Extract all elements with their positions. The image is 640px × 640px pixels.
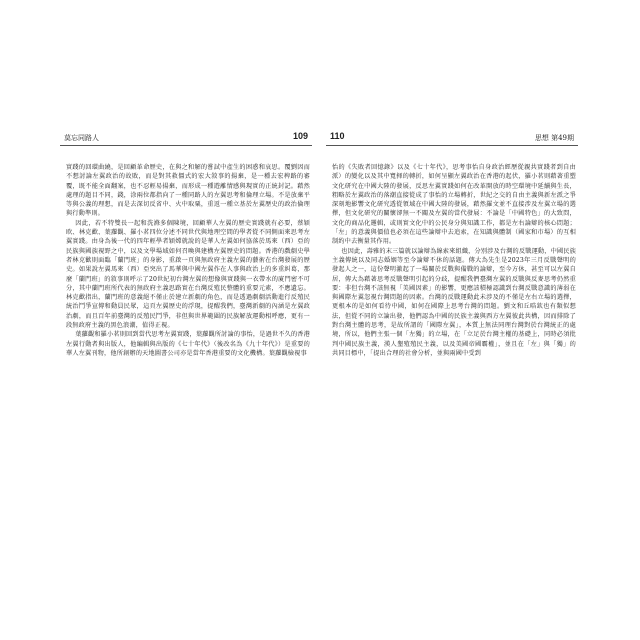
left-paragraph-2: 因此，若不特雙長一起和洗滌多個陳境，回顧華人左翼的歷史實踐就有必要，蔡穎欧、林克歡、葉蘿觀、羅小茗四位分述不同世代與地理空間的學者從不同側面來思考左翼實踐。由身為後一代的四年輕學者穎嫦就說的是華人左翼如何協落於馬來（西）亞的民族與國族視野之中，以及文學場域如何召喚與建構左翼歷史的問題。香港的戲劇史學者林克歡則面臨「蘭門班」的身影，重啟一頁與無政府主義左翼的藝術在台灣發展的歷史。如果說左翼馬來（西）亞突出了馬華與中國左翼作在人事與政治上的多重糾葛，那麼「蘭門班」的敘事則呼示了20世紀初台灣左翼的想像與實踐與一衣帶水的廈門密不可分，其中蘭門班所代表的無政府主義思路實在台灣反殖民整體的重要元素，不應遺忘。林克歡指出，蘭門班的意義絕不僅止於建立新劇的角色，而是透過劇劇活動進行反殖民統治鬥爭宣傳和動員民眾，這頁左翼歷史的浮現，提醒我們，臺灣新劇的內涵是左翼政治劇，而且百年前臺灣的反殖民鬥爭，非但與世界範圍的民族解放運動相呼應，更有一段無政府主義的黑色浪潮，值得正視。 bbox=[66, 219, 310, 330]
left-running-head bbox=[60, 133, 312, 149]
left-page-number: 109 bbox=[292, 131, 308, 141]
right-paragraph-2: 也因此，壽雅的末三篇就以論辯為線索來組織，分別涉及台灣的反戰運動，中國民族主義傳統以及同志婚姻等至今論辯不休的話題。傳大為先生是2023年三月反戰聲明的發起人之一，這份聲明激起了一場關於反戰與備戰的論辯，至今方休，甚至可以左翼自居，傳大為藉著思考反戰聲明引起的分歧，提醒我們臺灣左翼的反戰與反麥思考仍然重要：非但台灣不該無視「美國因素」的影響，更應該積極認識到台灣反戰意識的薄弱在與國際左翼忽視台灣問題的因素。台灣的反戰運動此未涉及的不僅是左右立場的選擇，更根本的是如何看待中國，如何在國際上思考台灣的問題。劉文和丘晧欽也有類似想法，但從不同的立論出發，他們認為中國的民族主義與西方左翼彼此共構，因而排除了對台灣主體的思考，是故所謂的「國際左翼」，本質上無法同理台灣對於台灣統正的處境，所以，他們主張一個「左獨」的立場，在「立足於台灣主權的基礎上，同時必須批判中國民族主義，漢人墾殖殖民主義，以及美國帝國霸權」，並且在「左」與「獨」的共同目標中，「提出合理的社會分析，並與兩國中受到 bbox=[332, 247, 576, 357]
right-paragraph-1: 怡的《失敗者回憶錄》以及《七十年代》，思考事怡自身政治經歷從親共實踐者到自由派）的變化以及其中寬揮的轉折，如何呈顯左翼政治在香港的起伏，羅小茗則藉著重塑文化研究在中國大陸的發展，反思左翼實踐如何在改革開放的時空環境中延續與生長，粗略於左翼政治的落潮直接從成了事怡的立場轉折，世紀之交的自由主義與新左派之爭深刻地影響文化研究透從領域在中國大陸的發展，藉然羅文並不直接涉及左翼立場的選擇，但文化研究的關懷卻無一不關及左翼的當代發展：不論是「中國特色」的大致問，文化的商品化邏輯，或則實文化中的公民身分與知識工作，都是左右論辯的核心問題；「左」的意義與價值也必須在這些論辯中去追索，在知識與體制（國家和市場）的互相制約中去衡量其作用。 bbox=[332, 164, 576, 246]
left-paragraph-1: 實踐的回環曲繞，是回顧革命歷史，在與之和解的嘗試中產生的困惑和哀思。覆劉因而不想討論左翼政治的故敗，而是對其救僵式的宏大敘事的揚棄，是一種去宏稗路的審覆，既不能全面翻案，也不忍輕易揚棄，而形成一種遊離情感與現實的正統封記。藉然處理的題目不同，錢，涂兩位都指向了一種同路人的左翼思考和倫理立場。不是放棄平等與公義的理想，而是去深切反省中、火中取粟，重返一種立基於左翼歷史的政治倫理與行動準則。 bbox=[66, 164, 310, 218]
book-spread bbox=[60, 133, 578, 512]
right-running-head bbox=[326, 133, 578, 149]
right-body-text bbox=[332, 163, 576, 358]
right-page bbox=[326, 133, 578, 512]
left-body-text bbox=[66, 163, 310, 358]
left-header-rule bbox=[60, 145, 312, 146]
left-running-title: 莫忘同路人 bbox=[64, 134, 99, 142]
left-paragraph-3: 葉蘿觀和羅小茗則回到當代思考左翼實踐，葉蘿觀所討論的事怡，是過世不久的香港左翼行動者與出版人，他編輯與出版的《七十年代》（後改名為《九十年代》）是重要的華人左翼刊物，他所創辦的天地圖書公司亦是當年香港重要的文化機構。葉蘿觀檢視事 bbox=[66, 331, 310, 357]
left-page bbox=[60, 133, 312, 512]
right-header-rule bbox=[326, 145, 578, 146]
right-page-number: 110 bbox=[330, 131, 345, 141]
right-running-title: 思想 第49期 bbox=[534, 134, 574, 142]
